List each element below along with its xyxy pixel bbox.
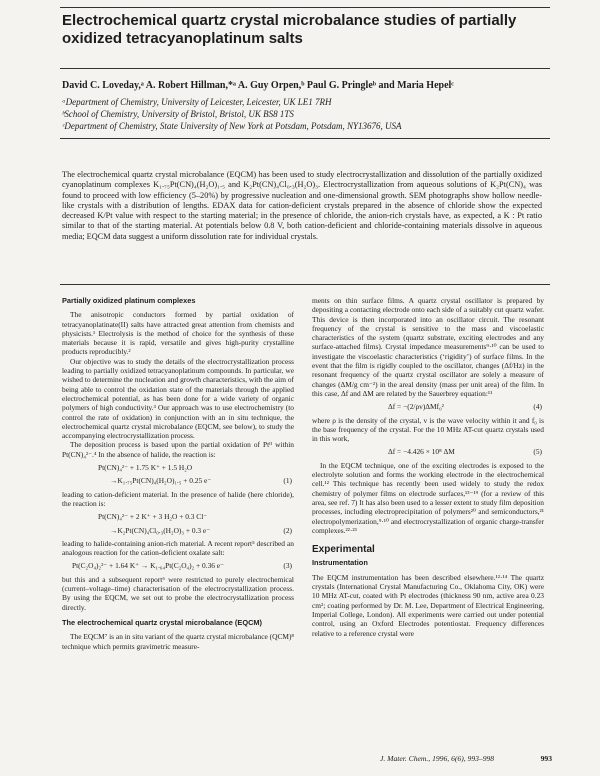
equation-number: (2) — [283, 525, 292, 535]
page-number: 993 — [540, 754, 552, 763]
affiliation-c: ᶜDepartment of Chemistry, State University of New York at Potsdam, Potsdam, NY13676, USA — [62, 121, 402, 131]
paragraph: leading to halide-containing anion-rich material. A recent report⁵ described an analogous reaction for the cation-deficient oxalate salt: — [62, 538, 294, 558]
equation-2-line-2: →K₂Pt(CN)₄Cl₀.₃(H₂O)₃ + 0.3 e⁻ — [110, 525, 211, 535]
equation-number: (5) — [533, 447, 542, 457]
author-list: David C. Loveday,ᵃ A. Robert Hillman,*ᵃ A. Guy Orpen,ᵇ Paul G. Pringleᵇ and Maria Hepelᶜ — [62, 80, 454, 91]
title-rule — [60, 68, 550, 69]
equation-5 — [312, 447, 544, 456]
equation-1-line-1: Pt(CN)₄²⁻ + 1.75 K⁺ + 1.5 H₂O — [98, 463, 193, 473]
affiliations — [62, 96, 402, 132]
equation-3-body: Pt(C₂O₄)₂²⁻ + 1.64 K⁺ → K₁.₆₄Pt(C₂O₄)₂ + 0.36 e⁻ — [72, 561, 224, 571]
article-title: Electrochemical quartz crystal microbalance studies of partially oxidized tetracyanoplatinum salts — [62, 12, 517, 47]
equation-5-body: Δf = −4.426 × 10⁸ ΔM — [388, 447, 455, 457]
equation-number: (1) — [283, 476, 292, 486]
paragraph: In the EQCM technique, one of the exciting electrodes is exposed to the electrolyte solution and forms the working electrode in the electrochemical cell.¹² This technique has recently been used widely to study the redox chemistry of polymer films on electrode surfaces,¹³⁻¹⁹ (for a review of this area, see ref. 7) It has also been used to a lesser extent to study film deposition processes, including electroprecipitation of polymers²⁰ and semiconductors,²¹ electropolymerization,⁹·¹⁰ and electrocrystallization of organic charge-transfer complexes.²²·²³ — [312, 460, 544, 535]
paragraph: but this and a subsequent report⁶ were restricted to purely electrochemical (current–voltage–time) characterisation of the electrocrystallization process. By using the EQCM, we set out to probe the electrocrystallization process directly. — [62, 574, 294, 612]
left-column — [62, 296, 294, 651]
paragraph: ments on thin surface films. A quartz crystal oscillator is prepared by depositing a contacting electrode onto each side of a suitably cut quartz wafer. This device is then incorporated into an oscillator circuit. The resonant frequency of the crystal is sensitive to the mass and viscoelastic characteristics of the system (quartz substrate, exciting electrodes and any surface-attached films). Crystal impedance measurements⁹·¹⁰ can be used to investigate the viscoelastic characteristics (‘rigidity’) of surface films. In the event that the film is rigidly coupled to the oscillator, changes (Δf/Hz) in the resonant frequency of the quartz crystal oscillator are solely a measure of changes (ΔM/g cm⁻²) in the areal density (mass per unit area) of the film. In this case, Δf and ΔM are related by the Sauerbrey equation:¹¹ — [312, 296, 544, 398]
equation-1 — [62, 463, 294, 472]
abstract: The electrochemical quartz crystal microbalance (EQCM) has been used to study electrocrystallization and dissolution of the partially oxidized cyanoplatinum complexes K₁.₇₅Pt(CN)₄(H₂O)₁.₅ and K₂Pt(CN)₄Cl₀.₃(H₂O)₃. Electrocrystallization from aqueous solutions of K₂Pt(CN)₄ was found to proceed with low efficiency (5–20%) by progressive nucleation and one-dimensional growth. SEM photographs show hollow needle-like crystals with a distribution of lengths. EDAX data for cation-deficient crystals prepared in the absence of chloride show the expected decreased K/Pt value with respect to the starting material; in the presence of chloride, the anion-rich crystals have, as expected, a K : Pt ratio similar to that of the starting material. At potentials below 0.8 V, both cation-deficient and chloride-containing materials dissolve in aqueous media; EQCM data suggest a uniform dissolution rate for individual crystals. — [62, 170, 542, 241]
paragraph: The anisotropic conductors formed by partial oxidation of tetracyanoplatinate(II) salts have attracted great attention from chemists and physicists.¹ Electrolysis is the method of choice for the synthesis of these materials because it is rapid, versatile and gives high-purity crystalline products reproducibly.² — [62, 310, 294, 357]
paragraph: Our objective was to study the details of the electrocrystallization process leading to partially oxidized tetracyanoplatinum compounds. In particular, we wished to determine the nucleation and growth characteristics, with the aim of being able to control the oxidation state of the materials through the applied electrochemical potential, as has been done for a wide variety of organic polymers of high conductivity.³ Our approach was to use electrochemistry (to control the rate of oxidation) in conjunction with an in situ technique, the electrochemical quartz crystal microbalance (EQCM, see below), to study the accompanying electrocrystallization process. — [62, 356, 294, 441]
equation-1-cont — [62, 476, 294, 485]
section-heading-experimental: Experimental — [312, 544, 375, 556]
affiliation-rule — [60, 138, 550, 139]
top-rule — [60, 7, 550, 8]
subsection-heading-instrumentation: Instrumentation — [312, 558, 368, 568]
paragraph: leading to cation-deficient material. In the presence of halide (here chloride), the reaction is: — [62, 489, 294, 508]
equation-number: (3) — [283, 561, 292, 571]
equation-3 — [62, 561, 294, 570]
paragraph: where ρ is the density of the crystal, v is the wave velocity within it and f₀ is the base frequency of the crystal. For the 10 MHz AT-cut quartz crystals used in this work, — [312, 415, 544, 444]
paragraph: The EQCM instrumentation has been described elsewhere.¹²·¹⁴ The quartz crystals (International Crystal Manufacturing Co., Oklahoma City, OK) were 10 MHz AT-cut, coated with Pt electrodes (thickness 90 nm, active area 0.23 cm²; coating performed by Dr. M. Lee, Department of Electrical Engineering, Imperial College, London). All experiments were carried out under potential control, using an Oxford Electrodes potentiostat. Frequency differences relative to a reference crystal were — [312, 572, 544, 638]
equation-4 — [312, 402, 544, 411]
equation-4-body: Δf = −(2/ρv)ΔMf₀² — [388, 402, 444, 412]
affiliation-a: ᵃDepartment of Chemistry, University of Leicester, Leicester, UK LE1 7RH — [62, 97, 332, 107]
equation-2 — [62, 512, 294, 521]
right-column — [312, 296, 544, 638]
equation-number: (4) — [533, 402, 542, 412]
page-footer — [380, 754, 552, 763]
paragraph: The EQCM⁷ is an in situ variant of the quartz crystal microbalance (QCM)⁸ technique which permits gravimetric measure- — [62, 632, 294, 651]
abstract-rule — [60, 284, 550, 285]
affiliation-b: ᵇSchool of Chemistry, University of Bristol, Bristol, UK BS8 1TS — [62, 109, 294, 119]
equation-2-cont — [62, 526, 294, 535]
equation-2-line-1: Pt(CN)₄²⁻ + 2 K⁺ + 3 H₂O + 0.3 Cl⁻ — [98, 512, 208, 522]
section-heading-platinum: Partially oxidized platinum complexes — [62, 296, 196, 305]
section-heading-eqcm: The electrochemical quartz crystal microbalance (EQCM) — [62, 617, 263, 627]
paragraph: The deposition process is based upon the partial oxidation of Ptᴵᴵ within Pt(CN)₄²⁻.⁴ In the absence of halide, the reaction is: — [62, 440, 294, 459]
journal-citation: J. Mater. Chem., 1996, 6(6), 993–998 — [380, 754, 495, 763]
equation-1-line-2: →K₁.₇₅Pt(CN)₄(H₂O)₁.₅ + 0.25 e⁻ — [110, 476, 212, 486]
